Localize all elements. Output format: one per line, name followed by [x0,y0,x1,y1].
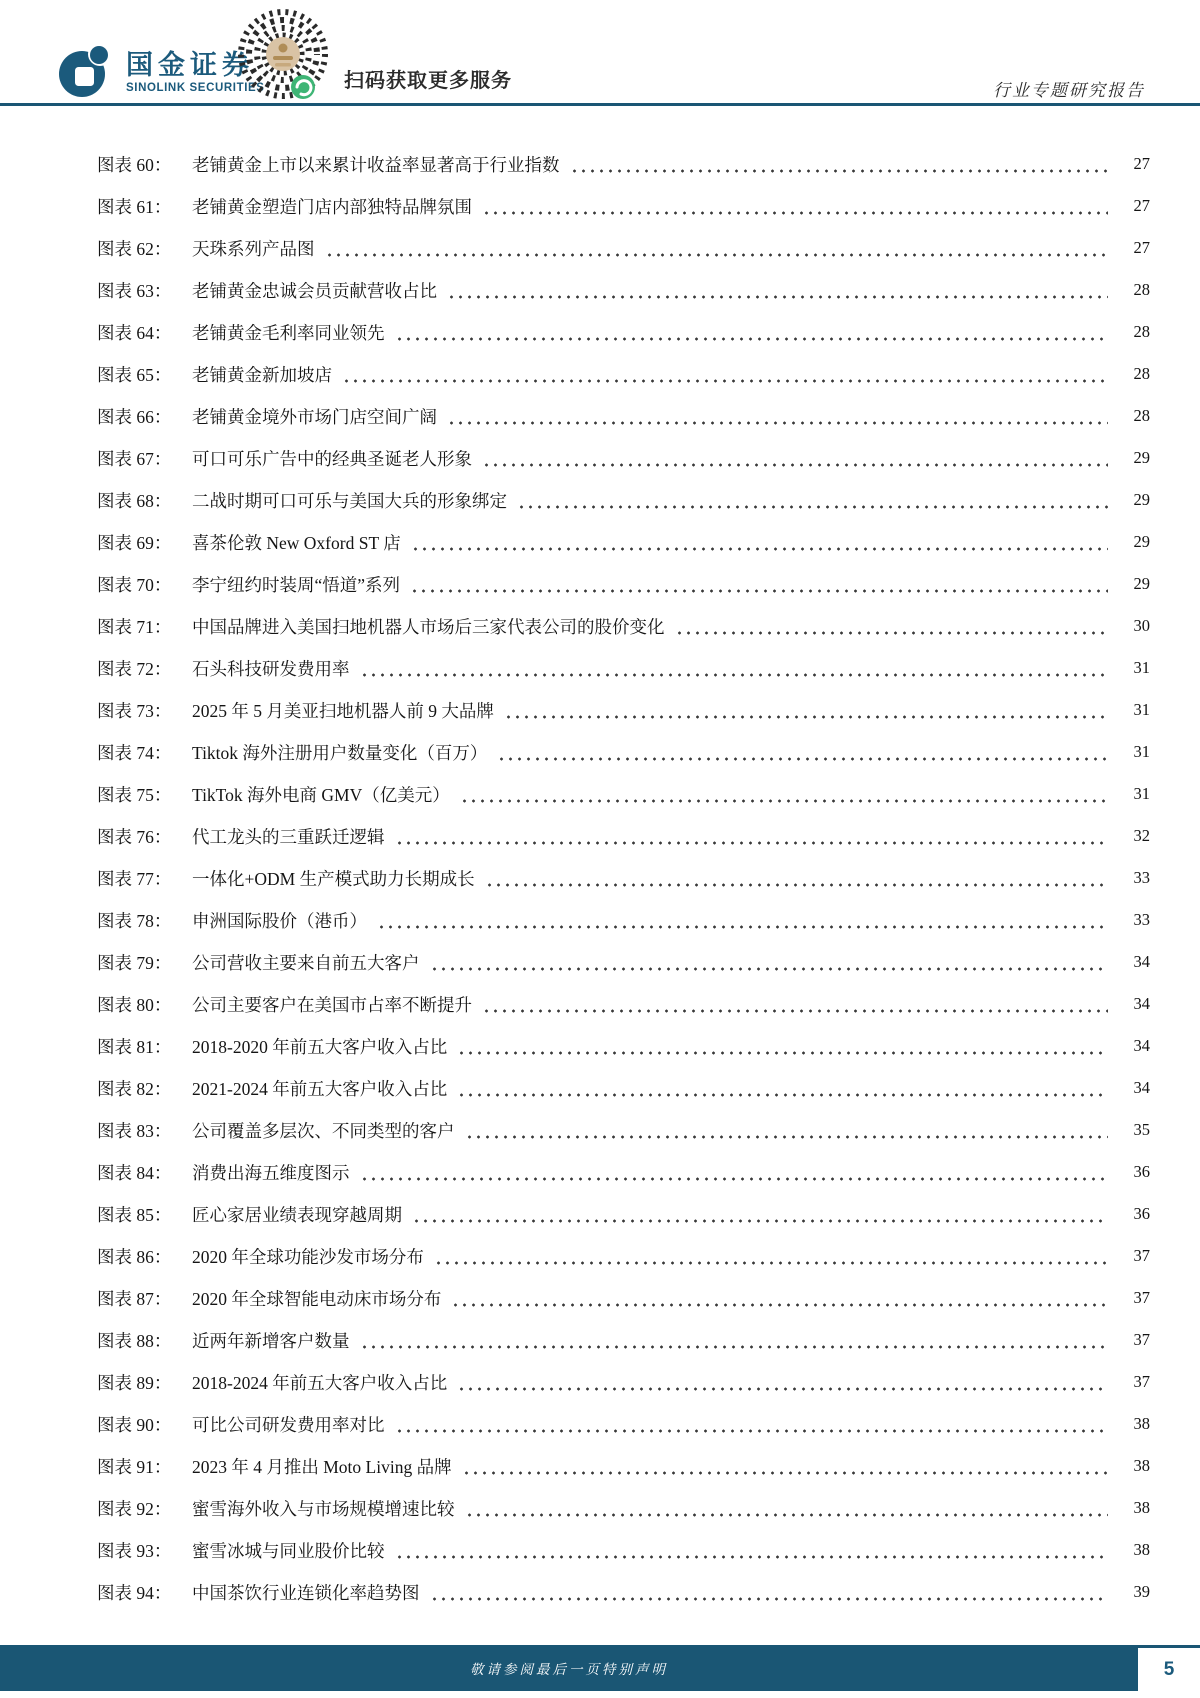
figure-label: 图表 61： [97,196,172,217]
page-number: 27 [1133,196,1150,215]
figure-label: 图表 75： [97,784,172,805]
figure-title: TikTok 海外电商 GMV（亿美元） [192,784,450,805]
dot-leader [325,252,1109,258]
figure-title: 公司主要客户在美国市占率不断提升 [192,994,472,1015]
toc-entry[interactable] [97,1403,1150,1445]
page-number: 33 [1133,868,1150,887]
figure-title: 匠心家居业绩表现穿越周期 [192,1204,402,1225]
figure-title: 中国茶饮行业连锁化率趋势图 [192,1582,420,1603]
figure-title: 李宁纽约时装周“悟道”系列 [192,574,401,595]
dot-leader [451,1302,1108,1308]
figure-label: 图表 82： [97,1078,172,1099]
page-number: 27 [1133,238,1150,257]
page-number: 37 [1133,1330,1150,1349]
dot-leader [434,1260,1108,1266]
figure-label: 图表 73： [97,700,172,721]
figure-title: 公司覆盖多层次、不同类型的客户 [192,1120,455,1141]
page-number: 29 [1133,532,1150,551]
dot-leader [482,210,1108,216]
figure-label: 图表 89： [97,1372,172,1393]
figure-title: Tiktok 海外注册用户数量变化（百万） [192,742,488,763]
figure-label: 图表 69： [97,532,172,553]
toc-entry[interactable] [97,563,1150,605]
toc-entry[interactable] [97,647,1150,689]
figure-label: 图表 90： [97,1414,172,1435]
dot-leader [395,1554,1109,1560]
figure-title: 喜茶伦敦 New Oxford ST 店 [192,532,401,553]
figure-title: 2018-2024 年前五大客户收入占比 [192,1372,448,1393]
figure-title: 消费出海五维度图示 [192,1162,350,1183]
toc-entry[interactable] [97,899,1150,941]
toc-entry[interactable] [97,143,1150,185]
page-number: 34 [1133,994,1150,1013]
figure-label: 图表 81： [97,1036,172,1057]
header-divider [0,103,1200,106]
figure-title: 一体化+ODM 生产模式助力长期成长 [192,868,475,889]
page-number: 31 [1133,700,1150,719]
figure-title: 公司营收主要来自前五大客户 [192,952,420,973]
qr-caption: 扫码获取更多服务 [344,70,512,92]
figure-list [97,143,1150,1613]
dot-leader [497,756,1108,762]
figure-title: 2021-2024 年前五大客户收入占比 [192,1078,448,1099]
footer-page-box [1138,1645,1200,1691]
toc-entry[interactable] [97,1235,1150,1277]
toc-entry[interactable] [97,857,1150,899]
page-number: 38 [1133,1414,1150,1433]
figure-title: 可比公司研发费用率对比 [192,1414,385,1435]
figure-label: 图表 84： [97,1162,172,1183]
toc-entry[interactable] [97,269,1150,311]
toc-entry[interactable] [97,1025,1150,1067]
footer-disclaimer-text: 敬请参阅最后一页特别声明 [470,1662,668,1677]
figure-title: 2023 年 4 月推出 Moto Living 品牌 [192,1456,452,1477]
figure-label: 图表 77： [97,868,172,889]
dot-leader [482,1008,1108,1014]
toc-entry[interactable] [97,1529,1150,1571]
figure-label: 图表 70： [97,574,172,595]
toc-entry[interactable] [97,689,1150,731]
toc-entry[interactable] [97,1151,1150,1193]
toc-entry[interactable] [97,185,1150,227]
dot-leader [457,1092,1108,1098]
figure-title: 中国品牌进入美国扫地机器人市场后三家代表公司的股价变化 [192,616,665,637]
figure-label: 图表 88： [97,1330,172,1351]
dot-leader [411,546,1108,552]
dot-leader [430,966,1109,972]
page-number: 37 [1133,1288,1150,1307]
figure-title: 老铺黄金塑造门店内部独特品牌氛围 [192,196,472,217]
toc-entry[interactable] [97,1109,1150,1151]
figure-label: 图表 92： [97,1498,172,1519]
page-number: 30 [1133,616,1150,635]
footer-page-number: 5 [1163,1658,1175,1680]
figure-title: 2020 年全球功能沙发市场分布 [192,1246,424,1267]
figure-label: 图表 93： [97,1540,172,1561]
toc-entry[interactable] [97,1487,1150,1529]
figure-label: 图表 60： [97,154,172,175]
page-number: 32 [1133,826,1150,845]
report-type-label: 行业专题研究报告 [993,81,1145,100]
figure-label: 图表 66： [97,406,172,427]
toc-entry[interactable] [97,941,1150,983]
toc-entry[interactable] [97,353,1150,395]
dot-leader [447,420,1108,426]
page-number: 29 [1133,448,1150,467]
page-number: 37 [1133,1372,1150,1391]
figure-label: 图表 62： [97,238,172,259]
toc-entry[interactable] [97,983,1150,1025]
toc-entry[interactable] [97,395,1150,437]
toc-entry[interactable] [97,815,1150,857]
figure-title: 蜜雪冰城与同业股价比较 [192,1540,385,1561]
qr-code [237,6,329,109]
sinolink-logo [58,42,265,103]
page-number: 31 [1133,742,1150,761]
dot-leader [482,462,1108,468]
toc-entry[interactable] [97,1193,1150,1235]
figure-label: 图表 64： [97,322,172,343]
dot-leader [360,1344,1109,1350]
page-number: 33 [1133,910,1150,929]
toc-entry[interactable] [97,1319,1150,1361]
figure-title: 老铺黄金上市以来累计收益率显著高于行业指数 [192,154,560,175]
figure-label: 图表 72： [97,658,172,679]
figure-title: 2020 年全球智能电动床市场分布 [192,1288,442,1309]
page-number: 28 [1133,322,1150,341]
page-number: 28 [1133,364,1150,383]
toc-entry[interactable] [97,1067,1150,1109]
page-number: 38 [1133,1456,1150,1475]
toc-entry[interactable] [97,1445,1150,1487]
page-number: 27 [1133,154,1150,173]
dot-leader [570,168,1109,174]
figure-title: 可口可乐广告中的经典圣诞老人形象 [192,448,472,469]
dot-leader [460,798,1108,804]
dot-leader [517,504,1108,510]
logo-name-en: SINOLINK SECURITIES [126,81,265,94]
figure-title: 老铺黄金忠诚会员贡献营收占比 [192,280,437,301]
dot-leader [462,1470,1108,1476]
figure-title: 申洲国际股价（港币） [192,910,367,931]
page-number: 34 [1133,1078,1150,1097]
dot-leader [485,882,1108,888]
page-number: 37 [1133,1246,1150,1265]
figure-label: 图表 85： [97,1204,172,1225]
figure-label: 图表 86： [97,1246,172,1267]
dot-leader [504,714,1108,720]
figure-label: 图表 79： [97,952,172,973]
figure-title: 老铺黄金境外市场门店空间广阔 [192,406,437,427]
sinolink-logo-icon [58,42,114,103]
dot-leader [457,1050,1108,1056]
figure-label: 图表 65： [97,364,172,385]
dot-leader [395,1428,1109,1434]
page-number: 36 [1133,1162,1150,1181]
toc-entry[interactable] [97,605,1150,647]
dot-leader [412,1218,1108,1224]
toc-entry[interactable] [97,1361,1150,1403]
figure-label: 图表 83： [97,1120,172,1141]
figure-label: 图表 68： [97,490,172,511]
dot-leader [410,588,1108,594]
dot-leader [430,1596,1109,1602]
toc-entry[interactable] [97,227,1150,269]
toc-entry[interactable] [97,311,1150,353]
dot-leader [465,1512,1109,1518]
page-number: 34 [1133,1036,1150,1055]
toc-entry[interactable] [97,731,1150,773]
page-footer [0,1645,1200,1691]
page-header [0,0,1200,104]
toc-entry[interactable] [97,437,1150,479]
figure-label: 图表 74： [97,742,172,763]
dot-leader [395,840,1109,846]
dot-leader [360,1176,1109,1182]
dot-leader [465,1134,1109,1140]
page-number: 38 [1133,1540,1150,1559]
figure-label: 图表 71： [97,616,172,637]
page-number: 28 [1133,406,1150,425]
toc-entry[interactable] [97,479,1150,521]
figure-title: 老铺黄金新加坡店 [192,364,332,385]
dot-leader [395,336,1109,342]
figure-title: 天珠系列产品图 [192,238,315,259]
figure-label: 图表 91： [97,1456,172,1477]
figure-label: 图表 78： [97,910,172,931]
figure-label: 图表 80： [97,994,172,1015]
figure-title: 老铺黄金毛利率同业领先 [192,322,385,343]
figure-title: 二战时期可口可乐与美国大兵的形象绑定 [192,490,507,511]
page-number: 31 [1133,658,1150,677]
logo-name-cn: 国金证券 [126,50,254,81]
page-number: 29 [1133,574,1150,593]
toc-entry[interactable] [97,773,1150,815]
page-number: 31 [1133,784,1150,803]
figure-title: 近两年新增客户数量 [192,1330,350,1351]
page-number: 39 [1133,1582,1150,1601]
toc-entry[interactable] [97,1571,1150,1613]
page-number: 28 [1133,280,1150,299]
page-number: 29 [1133,490,1150,509]
figure-label: 图表 67： [97,448,172,469]
figure-title: 石头科技研发费用率 [192,658,350,679]
page-number: 38 [1133,1498,1150,1517]
page-number: 36 [1133,1204,1150,1223]
dot-leader [360,672,1109,678]
dot-leader [342,378,1108,384]
figure-label: 图表 87： [97,1288,172,1309]
dot-leader [447,294,1108,300]
figure-title: 2025 年 5 月美亚扫地机器人前 9 大品牌 [192,700,494,721]
page-number: 34 [1133,952,1150,971]
dot-leader [675,630,1109,636]
figure-label: 图表 94： [97,1582,172,1603]
figure-title: 代工龙头的三重跃迁逻辑 [192,826,385,847]
figure-label: 图表 76： [97,826,172,847]
dot-leader [377,924,1108,930]
figure-title: 2018-2020 年前五大客户收入占比 [192,1036,448,1057]
footer-disclaimer-bar [0,1645,1138,1691]
page-number: 35 [1133,1120,1150,1139]
toc-entry[interactable] [97,1277,1150,1319]
toc-entry[interactable] [97,521,1150,563]
dot-leader [457,1386,1108,1392]
figure-label: 图表 63： [97,280,172,301]
figure-title: 蜜雪海外收入与市场规模增速比较 [192,1498,455,1519]
